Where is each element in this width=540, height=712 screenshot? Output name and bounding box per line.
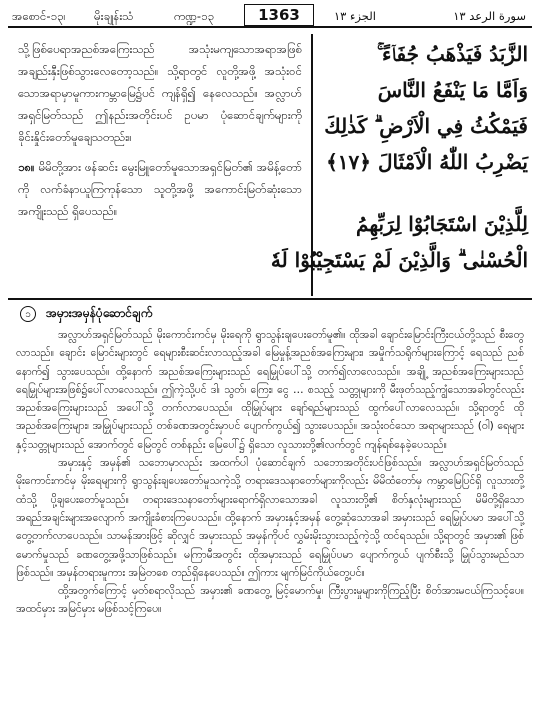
commentary-paragraph: အမှားနှင့် အမှန်၏ သဘောမှာလည်း အထက်ပါ ပုံဆောင်ချက် သဘောအတိုင်းပင်ဖြစ်သည်။ အလ္လာဟ်အရှင်မြတ်သည် မိုးကောင်းကင်မှ မိုးရေများကို ရွာသွန်းချပေးတော်မူသကဲ့သို့ တရားဒေသနာတော်များကိုလည်း မိမိထံတော်မှ ကမ္ဘာမြေပြင်ရှိ လူသားတို့ထံသို့ ပို့ချပေးတော်မူသည်။ တရားဒေသနာတော်များရောက်ရှိလာသောအခါ လူသားတို့၏ စိတ်နှလုံးများသည် မိမိတို့ရှိသော အရည်အချင်းများအလျောက် အကျိုးခံစားကြပေသည်။ ထို့နောက် အမှားနှင့်အမှန် တွေ့ဆုံသောအခါ အမှားသည် ရေမြှုပ်ပမာ အပေါ်သို့ တွေ့တက်လာပေသည်။ သာမန်အားဖြင့် ဆိုလျှင် အမှားသည် အမှန်ကိုပင် လွှမ်းမိုးသွားသည့်ကဲ့သို့ ထင်ရသည်။ သို့ရာတွင် အမှား၏ ဖြစ်မောက်မှုသည် ခဏတွေ့အဖို့သာဖြစ်သည်။ မကြာမီအတွင်း ထိုအမှားသည် ရေမြှုပ်ပမာ ပျောက်ကွယ် ပျက်စီးသို့ မြှုပ်သွားမည်သာဖြစ်သည်။ အမှန်တရားမူကား အမြဲတစေ တည်ရှိနေပေသည်။ ဤကား မျက်မြင်ကိုယ်တွေ့ပင်။ [16, 457, 524, 579]
translation-paragraph-17: သို့ဖြစ်ပေရာအညစ်အကြေးသည် အသုံးမကျသောအရာအဖြစ် အချည်းနှီးဖြစ်သွားလေတော့သည်။ သို့ရာတွင် လူတို့အဖို့ အသုံးဝင်သောအရာမှာမူကားကမ္ဘာမြေ၌ပင် ကျန်ရှိ၍ နေလေသည်။ အလ္လာဟ်အရှင်မြတ်သည် ဤနည်းအတိုင်းပင် ဥပမာ ပုံဆောင်ချက်များကို ခိုင်းနှိုင်းတော်မူချေသတည်း။ [18, 42, 302, 144]
commentary-section [8, 302, 532, 619]
commentary-title: အမှားအမှန်ပုံဆောင်ချက် [46, 306, 153, 320]
translation-paragraph-18 [18, 156, 302, 222]
arabic-line: يَضْرِبُ اللّٰهُ الْاَمْثَالَ ﴿١٧﴾ [326, 150, 528, 174]
surah-name-burmese: မိုးချုန်းသံ [94, 9, 134, 23]
arabic-line: فَيَمْكُثُ فِي الْاَرْضِ ۗ كَذٰلِكَ [324, 114, 528, 138]
juz-label-arabic: الجزء ١٣ [334, 9, 376, 23]
commentary-body [16, 326, 524, 619]
volume-label: အစောင်-၁၃၊ [12, 9, 66, 23]
arabic-text-column [270, 30, 532, 298]
arabic-verse-17-block [318, 36, 528, 180]
verse-number: ၁၈။ [18, 160, 35, 174]
surah-label-arabic: سورة الرعد ١٣ [453, 9, 526, 23]
section-label: ကဏ္ဍ-၁၃ [174, 9, 214, 23]
page-number: 1363 [244, 4, 314, 26]
commentary-paragraph: အလ္လာဟ်အရှင်မြတ်သည် မိုးကောင်းကင်မှ မိုးရေကို ရွာသွန်းချပေးတော်မူ၏။ ထိုအခါ ချောင်းမြောင်းကြီးငယ်တို့သည် စီးတွေလာသည်။ ချောင်း မြောင်းများတွင် ရေများစီးဆင်းလာသည့်အခါ မြေမှုန့်အညစ်အကြေးများ၊ အမှိုက်သရိုက်များကြောင့် ရေသည် ညစ်နောက်၍ သွားပေသည်။ ထို့နောက် အညစ်အကြေးများသည် ရေမြှုပ်ပေါ်သို့ တက်၍လာလေသည်။ အချို့ အညစ်အကြေးများသည် ရေမြှုပ်များအဖြစ်၌ပေါ်လာလေသည်။ ဤကဲ့သို့ပင် ဒါ၊ သွတ်၊ ကြေး၊ ငွေ … စသည့် သတ္တုများကို မီးဖုတ်သည့်ကျွံသောအခါတွင်လည်း အညစ်အကြေးများသည် အပေါ်သို့ တက်လာပေသည်။ ထိုမြှုပ်များ ချော်ရည်များသည် ထွက်ပေါ်လာလေသည်။ သို့ရာတွင် ထိုအညစ်အကြေးများ၊ အမြှုပ်များသည် တစ်ခဏအတွင်းမှာပင် ပျောက်ကွယ်၍ သွားပေသည်။ အသုံးဝင်သော အရာများသည် (ဝါ) ရေများနှင့်သတ္တုများသည် အောက်တွင် မြေတွင် တစ်နည်း မြေပေါ်၌ ရှိသော လူသားတို့၏လက်တွင် ကျန်ရစ်နေခဲ့ပေသည်။ [16, 329, 524, 451]
quran-translation-page [8, 6, 532, 706]
arabic-line: وَاَمَّا مَا يَنْفَعُ النَّاسَ [377, 78, 528, 102]
commentary-paragraph: ထို့အတွက်ကြောင့် မှတ်စရာလိုသည် အမှား၏ ခဏတွေ့ မြင့်မောက်မှု၊ ကြီးပွားမှုများကိုကြည့်ပြီး စိတ်အားမငယ်ကြသင့်ပေ။ အထင်မှား အမြင်မှား မဖြစ်သင့်ကြပေ။ [16, 585, 524, 616]
arabic-line: الْحُسْنٰى ۗ وَالَّذِيْنَ لَمْ يَسْتَجِيْبُوْا لَهٗ [270, 248, 528, 272]
commentary-heading [16, 302, 524, 326]
section-divider [8, 298, 532, 300]
verse-area [8, 30, 532, 298]
verse-18-text: မိမိတို့အား ဖန်ဆင်း မွေးမြူတော်မူသောအရှင်မြတ်၏ အမိန့်တော်ကို လက်ခံနာယူကြကုန်သော သူတို့အဖို့ အကောင်းမြတ်ဆုံးသောအကျိုးသည် ရှိပေသည်။ [18, 160, 302, 218]
arabic-verse-18-block [270, 206, 528, 278]
arabic-line: الزَّبَدُ فَيَذْهَبُ جُفَاۤءً ۚ [377, 42, 528, 66]
translation-column [8, 30, 308, 298]
page-header [8, 6, 532, 28]
footnote-number-badge: ၁ [20, 306, 36, 322]
arabic-line: لِلَّذِيْنَ اسْتَجَابُوْا لِرَبِّهِمُ [356, 212, 528, 236]
